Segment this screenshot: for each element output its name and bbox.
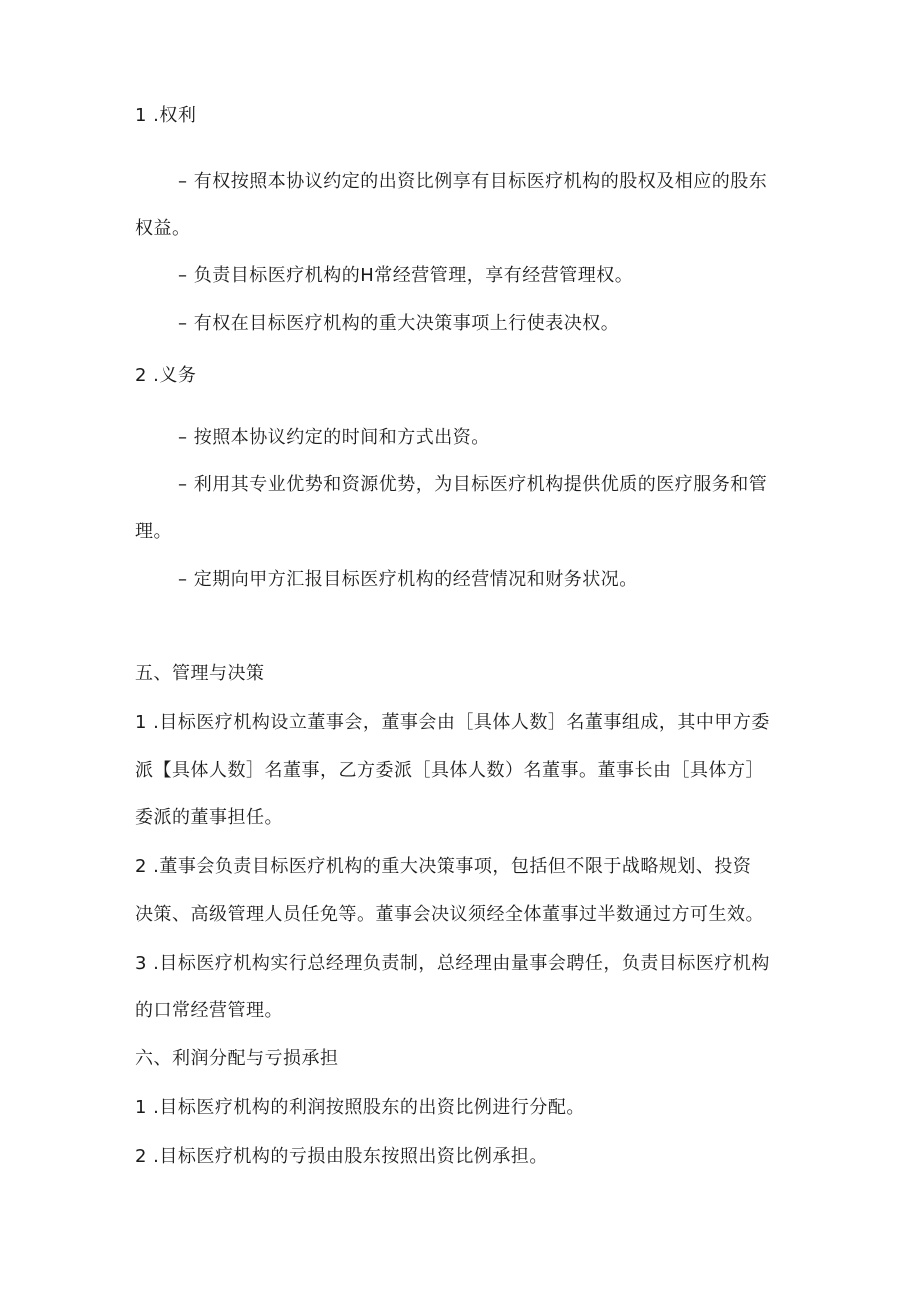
section-5-paragraph-line: 派【具体人数］名董事，乙方委派［具体人数）名董事。董事长由［具体方］ [135,760,764,781]
obligations-item: – 定期向甲方汇报目标医疗机构的经营情况和财务状况。 [178,569,638,590]
section-6-heading: 六、利润分配与亏损承担 [135,1048,339,1069]
rights-item: – 有权在目标医疗机构的重大决策事项上行使表决权。 [178,313,620,334]
section-5-paragraph-line: 2 .董事会负责目标医疗机构的重大决策事项，包括但不限于战略规划、投资 [135,856,752,877]
section-5-paragraph-line: 的口常经营管理。 [135,1000,283,1021]
rights-item: – 负责目标医疗机构的H常经营管理，享有经营管理权。 [178,265,634,286]
section-5-paragraph-line: 决策、高级管理人员任免等。董事会决议须经全体董事过半数通过方可生效。 [135,904,764,925]
section-5-heading: 五、管理与决策 [135,663,265,684]
section-5-paragraph-line: 委派的董事担任。 [135,807,283,828]
obligations-heading: 2 .义务 [135,365,197,386]
rights-item-continued: 权益。 [135,218,191,239]
section-6-paragraph-line: 2 .目标医疗机构的亏损由股东按照出资比例承担。 [135,1146,548,1167]
obligations-item: – 按照本协议约定的时间和方式出资。 [178,427,490,448]
obligations-item: – 利用其专业优势和资源优势，为目标医疗机构提供优质的医疗服务和管 [178,474,768,495]
section-5-paragraph-line: 3 .目标医疗机构实行总经理负责制，总经理由量事会聘任，负责目标医疗机构 [135,953,770,974]
obligations-item-continued: 理。 [135,521,172,542]
section-5-paragraph-line: 1 .目标医疗机构设立董事会，董事会由［具体人数］名董事组成，其中甲方委 [135,712,770,733]
section-6-paragraph-line: 1 .目标医疗机构的利润按照股东的出资比例进行分配。 [135,1097,585,1118]
rights-heading: 1 .权利 [135,105,197,126]
rights-item: – 有权按照本协议约定的出资比例享有目标医疗机构的股权及相应的股东 [178,171,768,192]
